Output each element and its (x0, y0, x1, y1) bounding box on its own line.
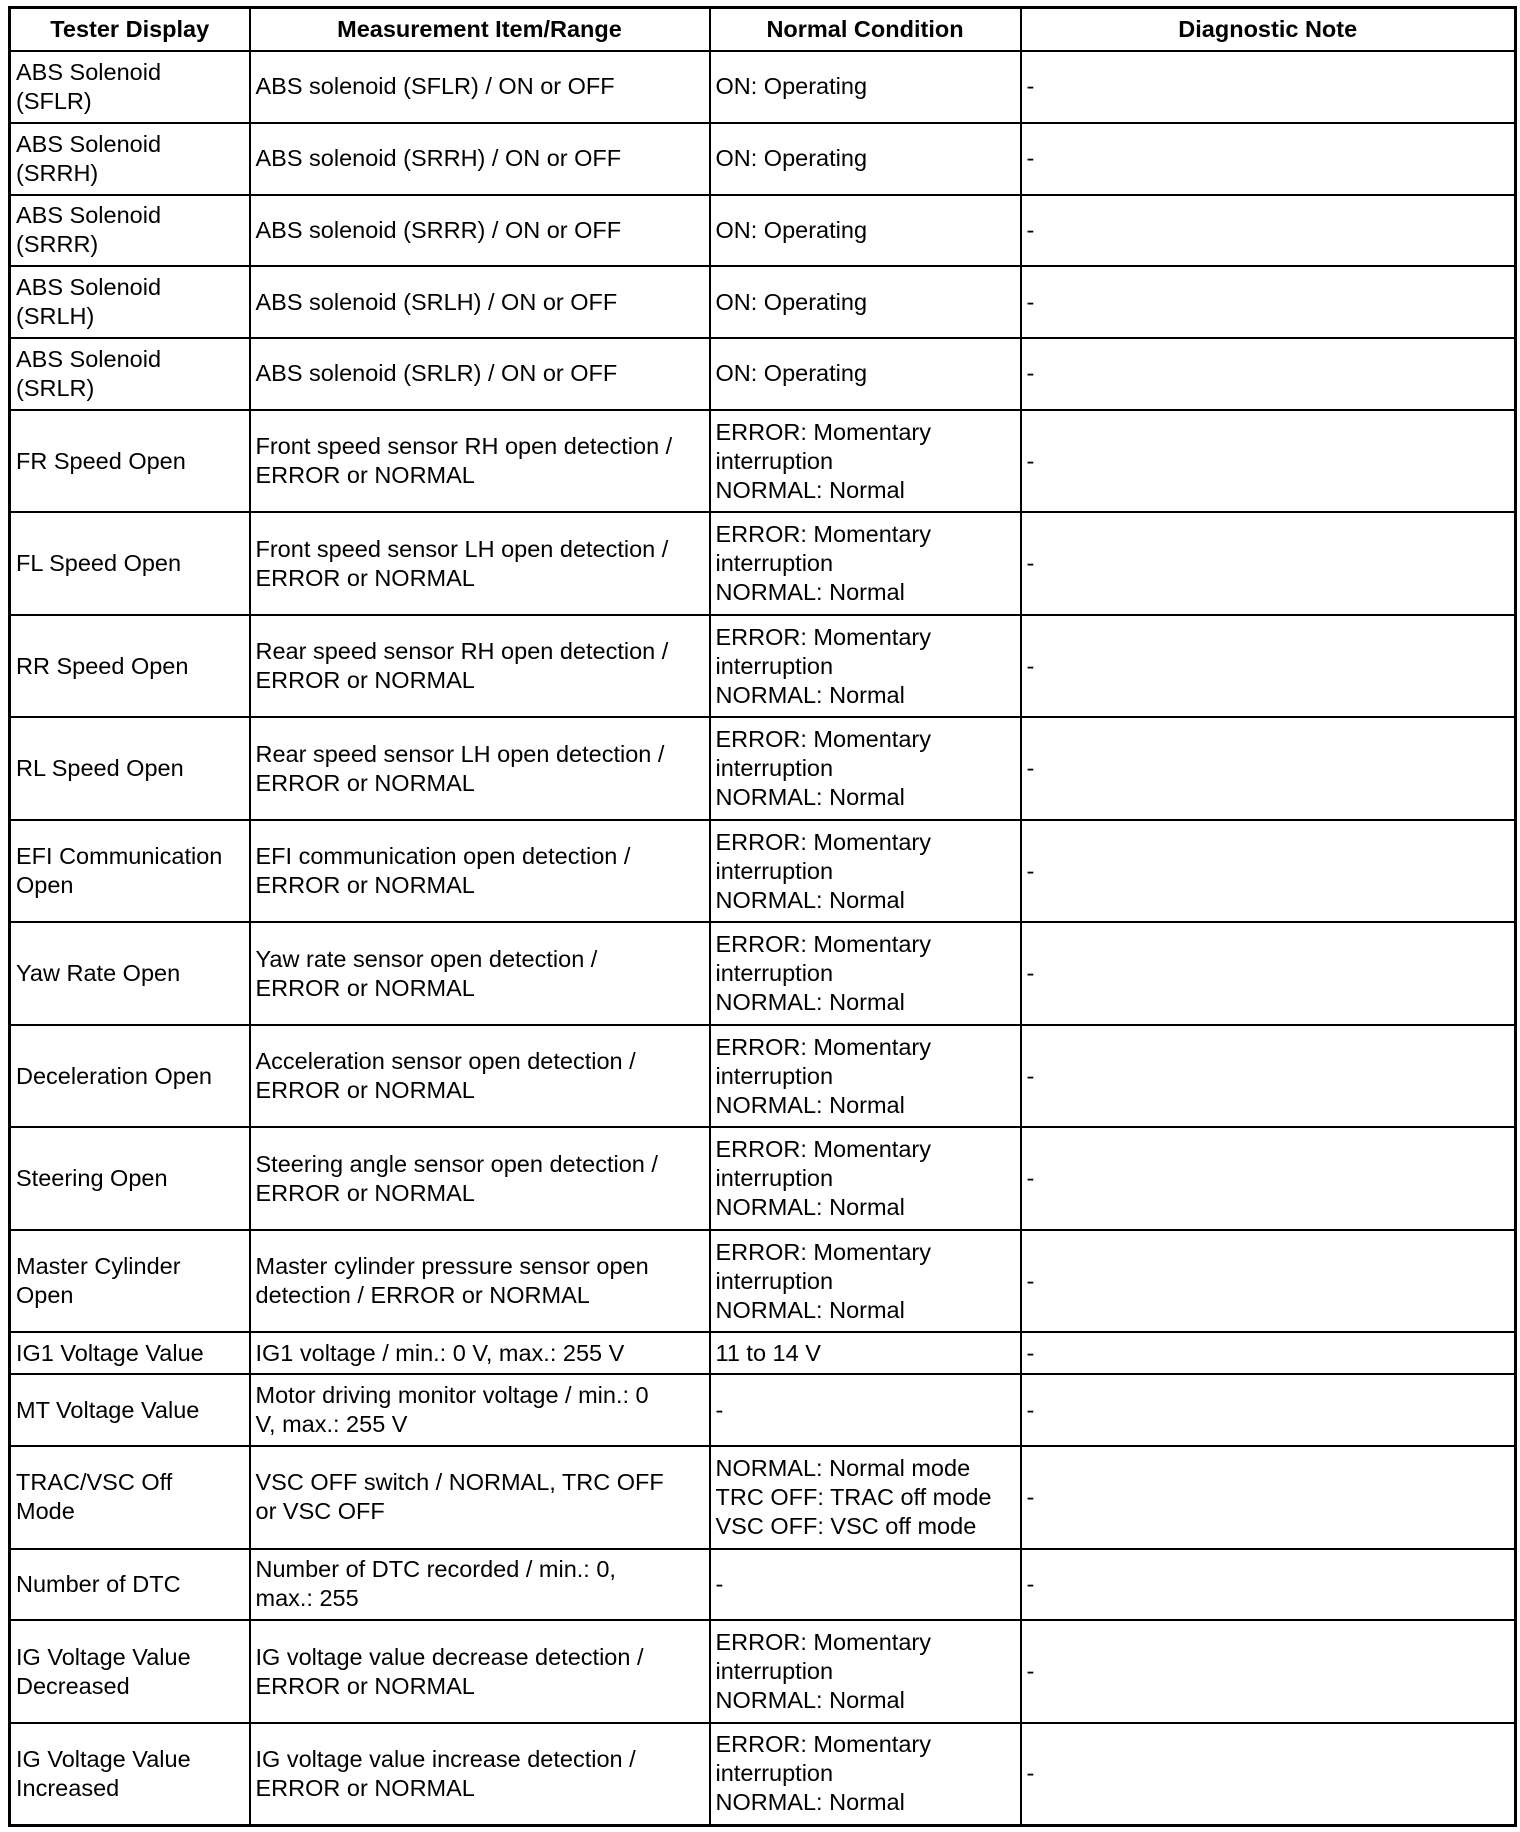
diagnostic-note-cell (1021, 338, 1516, 410)
normal-condition-cell-text: ON: Operating (715, 288, 868, 315)
normal-condition-cell (710, 717, 1021, 820)
measurement-item-cell-text: IG voltage value decrease detection / ERROR or NORMAL (255, 1643, 644, 1699)
diagnostic-note-cell-text: - (1026, 288, 1035, 315)
table-row (10, 195, 1516, 267)
normal-condition-cell (710, 1127, 1021, 1230)
normal-condition-cell-text: ON: Operating (715, 216, 868, 243)
table-row (10, 1230, 1516, 1333)
measurement-item-cell (250, 123, 710, 195)
diagnostic-note-cell-text: - (1026, 1339, 1035, 1366)
measurement-item-cell-text: ABS solenoid (SFLR) / ON or OFF (255, 73, 615, 100)
diagnostic-note-cell-text: - (1026, 73, 1035, 100)
measurement-item-cell-text: Steering angle sensor open detection / ERROR or NORMAL (255, 1150, 658, 1206)
diagnostic-note-cell (1021, 123, 1516, 195)
tester-display-cell (10, 195, 250, 267)
diagnostic-note-cell-text: - (1026, 755, 1035, 781)
normal-condition-cell-text: ERROR: Momentary interruption NORMAL: Normal (715, 1629, 931, 1714)
table-row (10, 615, 1516, 718)
tester-display-cell-text: TRAC/VSC Off Mode (16, 1469, 173, 1525)
normal-condition-cell (710, 1549, 1021, 1621)
normal-condition-cell (710, 820, 1021, 923)
tester-display-cell-text: ABS Solenoid (SRLR) (16, 345, 162, 401)
diagnostic-note-cell (1021, 717, 1516, 820)
diagnostic-note-cell (1021, 195, 1516, 267)
normal-condition-cell-text: ERROR: Momentary interruption NORMAL: Normal (715, 1136, 931, 1220)
normal-condition-cell (710, 922, 1021, 1025)
normal-condition-cell (710, 1446, 1021, 1549)
measurement-item-cell (250, 1549, 710, 1621)
tester-display-cell-text: Deceleration Open (16, 1062, 212, 1089)
measurement-item-cell (250, 1025, 710, 1128)
measurement-item-cell (250, 1374, 710, 1446)
measurement-item-cell-text: Front speed sensor LH open detection / ERROR or NORMAL (255, 535, 669, 591)
table-row (10, 1127, 1516, 1230)
table-row (10, 123, 1516, 195)
table-row (10, 1025, 1516, 1128)
normal-condition-cell (710, 1230, 1021, 1333)
tester-display-cell (10, 338, 250, 410)
normal-condition-cell-text: ON: Operating (715, 360, 868, 387)
measurement-item-cell (250, 820, 710, 923)
normal-condition-cell (710, 1332, 1021, 1374)
normal-condition-cell-text: NORMAL: Normal mode TRC OFF: TRAC off mode VSC OFF: VSC off mode (715, 1454, 992, 1539)
tester-display-cell-text: FL Speed Open (16, 550, 182, 576)
tester-display-cell (10, 1127, 250, 1230)
diagnostic-note-cell (1021, 1374, 1516, 1446)
measurement-item-cell-text: ABS solenoid (SRLH) / ON or OFF (255, 288, 618, 315)
diagnostic-note-cell (1021, 1549, 1516, 1621)
diagnostic-note-cell-text: - (1026, 1570, 1035, 1597)
normal-condition-cell (710, 512, 1021, 615)
diagnostic-note-cell-text: - (1026, 1062, 1035, 1089)
tester-display-cell-text: EFI Communication Open (16, 843, 223, 898)
normal-condition-cell (710, 338, 1021, 410)
tester-display-cell (10, 820, 250, 923)
table-row (10, 1374, 1516, 1446)
normal-condition-cell (710, 1620, 1021, 1723)
table-row (10, 1620, 1516, 1723)
diagnostic-note-cell-text: - (1026, 1267, 1035, 1294)
measurement-item-cell (250, 1620, 710, 1723)
table-row (10, 51, 1516, 123)
normal-condition-cell (710, 1025, 1021, 1128)
tester-display-cell-text: ABS Solenoid (SRRH) (16, 130, 162, 186)
diagnostic-note-cell (1021, 1332, 1516, 1374)
normal-condition-cell-text: ON: Operating (715, 145, 868, 172)
measurement-item-cell-text: IG1 voltage / min.: 0 V, max.: 255 V (255, 1339, 625, 1366)
tester-display-cell (10, 717, 250, 820)
measurement-item-cell (250, 1332, 710, 1374)
tester-display-cell (10, 1446, 250, 1549)
diagnostic-note-cell-text: - (1026, 1658, 1035, 1685)
normal-condition-cell-text: ERROR: Momentary interruption NORMAL: Normal (715, 931, 931, 1015)
normal-condition-cell (710, 615, 1021, 718)
tester-display-cell (10, 1025, 250, 1128)
tester-display-cell-text: Yaw Rate Open (16, 960, 181, 986)
measurement-item-cell-text: Number of DTC recorded / min.: 0, max.: 255 (255, 1556, 616, 1612)
diagnostic-note-cell (1021, 1025, 1516, 1128)
normal-condition-cell (710, 1374, 1021, 1446)
table-row (10, 1332, 1516, 1374)
diagnostic-note-cell (1021, 51, 1516, 123)
measurement-item-cell (250, 410, 710, 513)
table-row (10, 338, 1516, 410)
measurement-item-cell-text: ABS solenoid (SRRR) / ON or OFF (255, 216, 622, 243)
diagnostic-note-cell-text: - (1026, 145, 1035, 172)
diagnostic-note-cell (1021, 1723, 1516, 1826)
header-measurement-item: Measurement Item/Range (250, 8, 710, 52)
diagnostic-note-cell (1021, 615, 1516, 718)
data-list-table (8, 6, 1517, 1827)
table-row (10, 410, 1516, 513)
normal-condition-cell-text: ERROR: Momentary interruption NORMAL: Normal (715, 623, 931, 708)
measurement-item-cell-text: Rear speed sensor LH open detection / ERROR or NORMAL (255, 740, 665, 796)
normal-condition-cell (710, 195, 1021, 267)
normal-condition-cell (710, 266, 1021, 338)
diagnostic-note-cell-text: - (1026, 857, 1035, 884)
diagnostic-note-cell-text: - (1026, 1483, 1035, 1510)
tester-display-cell (10, 922, 250, 1025)
normal-condition-cell (710, 1723, 1021, 1826)
normal-condition-cell-text: ERROR: Momentary interruption NORMAL: Normal (715, 418, 931, 503)
table-row (10, 266, 1516, 338)
tester-display-cell (10, 123, 250, 195)
tester-display-cell-text: ABS Solenoid (SRRR) (16, 202, 162, 258)
tester-display-cell-text: Steering Open (16, 1165, 168, 1191)
measurement-item-cell (250, 195, 710, 267)
normal-condition-cell-text: - (715, 1396, 724, 1423)
table-row (10, 820, 1516, 923)
diagnostic-note-cell (1021, 266, 1516, 338)
diagnostic-note-cell-text: - (1026, 216, 1035, 243)
measurement-item-cell-text: ABS solenoid (SRLR) / ON or OFF (255, 360, 618, 387)
tester-display-cell-text: IG1 Voltage Value (16, 1339, 204, 1366)
table-row (10, 512, 1516, 615)
normal-condition-cell-text: ERROR: Momentary interruption NORMAL: Normal (715, 521, 931, 605)
measurement-item-cell-text: Acceleration sensor open detection / ERROR or NORMAL (255, 1048, 636, 1103)
tester-display-cell (10, 51, 250, 123)
measurement-item-cell-text: IG voltage value increase detection / ERROR or NORMAL (255, 1745, 636, 1801)
normal-condition-cell-text: ON: Operating (715, 73, 868, 100)
tester-display-cell-text: MT Voltage Value (16, 1396, 200, 1423)
tester-display-cell (10, 615, 250, 718)
normal-condition-cell (710, 410, 1021, 513)
tester-display-cell-text: ABS Solenoid (SRLH) (16, 274, 162, 330)
measurement-item-cell (250, 266, 710, 338)
measurement-item-cell (250, 51, 710, 123)
measurement-item-cell (250, 1127, 710, 1230)
tester-display-cell-text: Number of DTC (16, 1570, 181, 1597)
tester-display-cell (10, 1374, 250, 1446)
diagnostic-note-cell (1021, 820, 1516, 923)
tester-display-cell (10, 1723, 250, 1826)
diagnostic-note-cell-text: - (1026, 550, 1035, 576)
normal-condition-cell-text: ERROR: Momentary interruption NORMAL: Normal (715, 1731, 931, 1816)
tester-display-cell (10, 512, 250, 615)
diagnostic-note-cell-text: - (1026, 1165, 1035, 1191)
header-diagnostic-note: Diagnostic Note (1021, 8, 1516, 52)
table-body (10, 51, 1516, 1826)
normal-condition-cell-text: ERROR: Momentary interruption NORMAL: Normal (715, 1033, 931, 1118)
measurement-item-cell (250, 717, 710, 820)
diagnostic-note-cell (1021, 1230, 1516, 1333)
diagnostic-note-cell-text: - (1026, 360, 1035, 387)
measurement-item-cell-text: Front speed sensor RH open detection / ERROR or NORMAL (255, 433, 673, 488)
measurement-item-cell-text: EFI communication open detection / ERROR or NORMAL (255, 843, 631, 898)
measurement-item-cell-text: Motor driving monitor voltage / min.: 0 V, max.: 255 V (255, 1382, 649, 1438)
tester-display-cell (10, 410, 250, 513)
measurement-item-cell-text: Yaw rate sensor open detection / ERROR or NORMAL (255, 945, 598, 1001)
tester-display-cell-text: RL Speed Open (16, 755, 184, 781)
diagnostic-note-cell (1021, 410, 1516, 513)
measurement-item-cell-text: VSC OFF switch / NORMAL, TRC OFF or VSC OFF (255, 1469, 664, 1525)
tester-display-cell-text: IG Voltage Value Decreased (16, 1643, 191, 1699)
measurement-item-cell (250, 1230, 710, 1333)
diagnostic-note-cell (1021, 922, 1516, 1025)
tester-display-cell-text: IG Voltage Value Increased (16, 1745, 191, 1801)
normal-condition-cell-text: ERROR: Momentary interruption NORMAL: Normal (715, 726, 931, 810)
tester-display-cell (10, 1230, 250, 1333)
normal-condition-cell-text: ERROR: Momentary interruption NORMAL: Normal (715, 1238, 931, 1323)
normal-condition-cell-text: - (715, 1570, 724, 1597)
normal-condition-cell-text: 11 to 14 V (715, 1339, 821, 1366)
tester-display-cell (10, 1332, 250, 1374)
table-row (10, 717, 1516, 820)
diagnostic-note-cell (1021, 1620, 1516, 1723)
tester-display-cell (10, 266, 250, 338)
measurement-item-cell (250, 1723, 710, 1826)
diagnostic-note-cell (1021, 1446, 1516, 1549)
diagnostic-note-cell-text: - (1026, 960, 1035, 986)
table-row (10, 1549, 1516, 1621)
normal-condition-cell (710, 123, 1021, 195)
measurement-item-cell (250, 922, 710, 1025)
table-row (10, 1446, 1516, 1549)
measurement-item-cell-text: Rear speed sensor RH open detection / ERROR or NORMAL (255, 638, 669, 693)
tester-display-cell-text: Master Cylinder Open (16, 1253, 181, 1308)
tester-display-cell (10, 1549, 250, 1621)
measurement-item-cell (250, 338, 710, 410)
measurement-item-cell (250, 1446, 710, 1549)
diagnostic-note-cell-text: - (1026, 447, 1035, 474)
diagnostic-note-cell-text: - (1026, 1396, 1035, 1423)
measurement-item-cell (250, 512, 710, 615)
measurement-item-cell-text: Master cylinder pressure sensor open detection / ERROR or NORMAL (255, 1253, 649, 1308)
diagnostic-note-cell-text: - (1026, 652, 1035, 679)
table-row (10, 1723, 1516, 1826)
header-row (10, 8, 1516, 52)
diagnostic-note-cell-text: - (1026, 1760, 1035, 1787)
normal-condition-cell-text: ERROR: Momentary interruption NORMAL: Normal (715, 828, 931, 913)
tester-display-cell-text: FR Speed Open (16, 447, 186, 474)
measurement-item-cell-text: ABS solenoid (SRRH) / ON or OFF (255, 145, 622, 172)
tester-display-cell-text: ABS Solenoid (SFLR) (16, 58, 162, 114)
tester-display-cell (10, 1620, 250, 1723)
diagnostic-note-cell (1021, 1127, 1516, 1230)
diagnostic-note-cell (1021, 512, 1516, 615)
measurement-item-cell (250, 615, 710, 718)
tester-display-cell-text: RR Speed Open (16, 652, 189, 679)
table-row (10, 922, 1516, 1025)
normal-condition-cell (710, 51, 1021, 123)
header-normal-condition: Normal Condition (710, 8, 1021, 52)
header-tester-display: Tester Display (10, 8, 250, 52)
